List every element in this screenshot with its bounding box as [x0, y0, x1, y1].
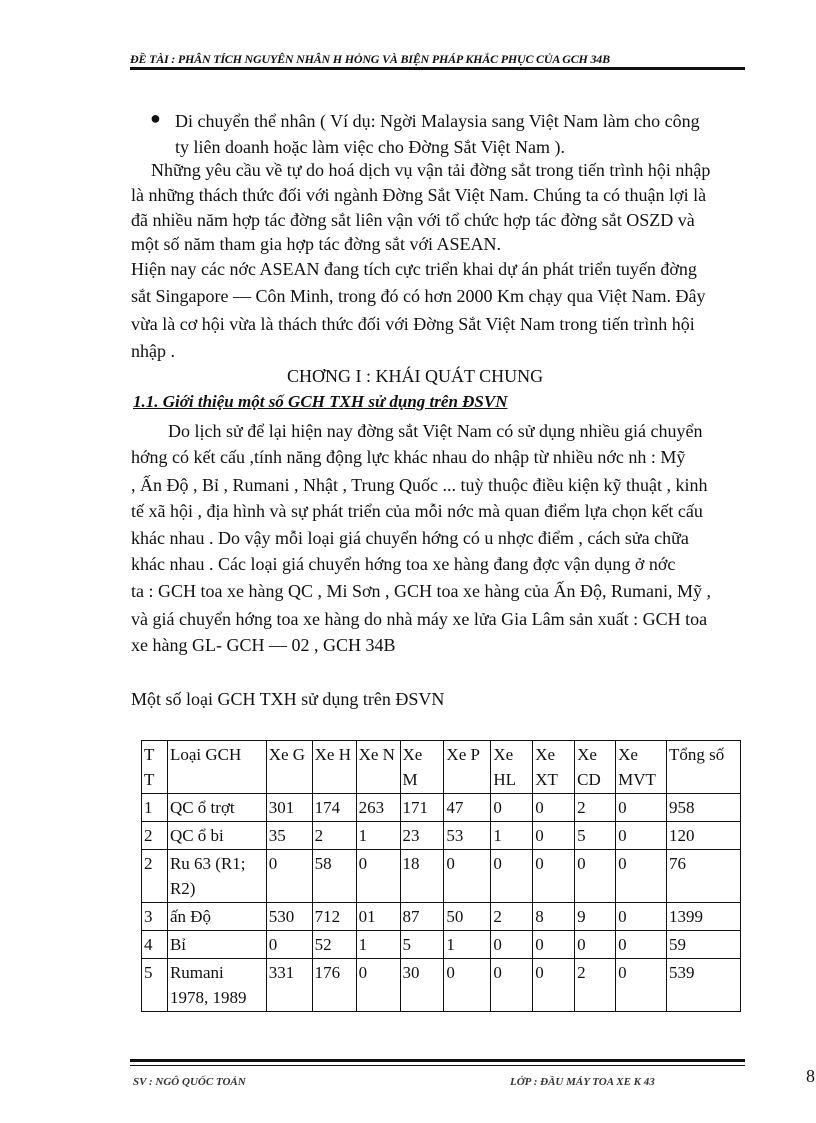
table-cell: 120 — [667, 822, 741, 850]
table-cell: 331 — [266, 959, 312, 1012]
table-header-cell: Xe XT — [533, 741, 575, 794]
table-cell: 3 — [142, 903, 168, 931]
table-cell: 174 — [312, 794, 356, 822]
table-header-cell: Xe MVT — [616, 741, 667, 794]
table-cell: 30 — [400, 959, 444, 1012]
table-cell: 0 — [266, 931, 312, 959]
table-cell: 263 — [356, 794, 400, 822]
table-cell: 2 — [491, 903, 533, 931]
table-cell: 0 — [533, 822, 575, 850]
table-cell: 0 — [616, 931, 667, 959]
table-cell: 18 — [400, 850, 444, 903]
bullet-line-2: ty liên doanh hoặc làm việc cho Đờng Sắt Việt Nam ). — [175, 137, 566, 157]
table-cell: 0 — [444, 959, 491, 1012]
table-cell: 0 — [533, 931, 575, 959]
table-cell: 1399 — [667, 903, 741, 931]
table-cell: QC ổ bi — [167, 822, 266, 850]
paragraph-line: sắt Singapore — Côn Minh, trong đó có hơn 2000 Km chạy qua Việt Nam. Đây — [131, 286, 706, 306]
table-cell: 0 — [533, 794, 575, 822]
table-cell: 0 — [266, 850, 312, 903]
paragraph-line: Hiện nay các nớc ASEAN đang tích cực triển khai dự án phát triển tuyến đờng — [131, 259, 697, 279]
section-title: 1.1. Giới thiệu một số GCH TXH sử dụng trên ĐSVN — [133, 392, 508, 411]
paragraph-line: tế xã hội , địa hình và sự phát triển của mỗi nớc mà quan điểm lựa chọn kết cấu — [131, 501, 703, 521]
paragraph-line: là những thách thức đối với ngành Đờng Sắt Việt Nam. Chúng ta có thuận lợi là — [131, 185, 707, 205]
header-rule — [130, 67, 745, 70]
footer-student: SV : NGÔ QUỐC TOẢN — [133, 1076, 246, 1088]
paragraph-line: khác nhau . Do vậy mỗi loại giá chuyển hớng có u nhợc điểm , cách sửa chữa — [131, 528, 689, 548]
table-cell: 35 — [266, 822, 312, 850]
table-caption: Một số loại GCH TXH sử dụng trên ĐSVN — [131, 689, 445, 709]
paragraph-line: , Ấn Độ , Bỉ , Rumani , Nhật , Trung Quốc ... tuỳ thuộc điều kiện kỹ thuật , kinh — [131, 475, 708, 495]
table-cell: QC ổ trợt — [167, 794, 266, 822]
table-cell: Bỉ — [167, 931, 266, 959]
table-cell: 530 — [266, 903, 312, 931]
table-header-cell: Tổng số — [667, 741, 741, 794]
paragraph-line: hớng có kết cấu ,tính năng động lực khác nhau do nhập từ nhiều nớc nh : Mỹ — [131, 447, 686, 467]
paragraph-line: Những yêu cầu về tự do hoá dịch vụ vận tải đờng sắt trong tiến trình hội nhập — [151, 160, 711, 180]
table-cell: 5 — [575, 822, 616, 850]
table-cell: 2 — [312, 822, 356, 850]
table-cell: 50 — [444, 903, 491, 931]
paragraph-line: nhập . — [131, 341, 175, 361]
table-row — [142, 822, 741, 850]
table-cell: 58 — [312, 850, 356, 903]
table-cell: 0 — [616, 822, 667, 850]
table-cell: 2 — [575, 959, 616, 1012]
table-cell: Rumani 1978, 1989 — [167, 959, 266, 1012]
table-cell: 2 — [142, 822, 168, 850]
table-cell: 0 — [616, 850, 667, 903]
table-cell: 0 — [533, 959, 575, 1012]
footer-rule — [130, 1059, 745, 1062]
table-cell: Ru 63 (R1; R2) — [167, 850, 266, 903]
table-header-cell: Loại GCH — [167, 741, 266, 794]
table-cell: 0 — [356, 850, 400, 903]
vehicle-table — [141, 740, 741, 1012]
table-row — [142, 931, 741, 959]
table-cell: 0 — [356, 959, 400, 1012]
paragraph-line: ta : GCH toa xe hàng QC , Mi Sơn , GCH toa xe hàng của Ấn Độ, Rumani, Mỹ , — [131, 581, 711, 601]
table-header-cell: Xe G — [266, 741, 312, 794]
table-row — [142, 959, 741, 1012]
chapter-title: CHƠNG I : KHÁI QUÁT CHUNG — [287, 366, 544, 386]
paragraph-line: đã nhiều năm hợp tác đờng sắt liên vận với tổ chức hợp tác đờng sắt OSZD và — [131, 210, 695, 230]
table-row — [142, 850, 741, 903]
paragraph-line: và giá chuyển hớng toa xe hàng do nhà máy xe lửa Gia Lâm sản xuất : GCH toa — [131, 609, 708, 629]
table-header-cell: Xe HL — [491, 741, 533, 794]
table-cell: 1 — [491, 822, 533, 850]
table-cell: 23 — [400, 822, 444, 850]
footer-rule-thin — [130, 1065, 745, 1066]
table-cell: 1 — [356, 931, 400, 959]
table-cell: 01 — [356, 903, 400, 931]
table-cell: 0 — [616, 903, 667, 931]
table-cell: 2 — [575, 794, 616, 822]
table-row — [142, 903, 741, 931]
table-cell: 176 — [312, 959, 356, 1012]
table-cell: 0 — [616, 959, 667, 1012]
page-number: 8 — [806, 1066, 815, 1086]
table-cell: 8 — [533, 903, 575, 931]
footer-class: LỚP : ĐẦU MÁY TOA XE K 43 — [510, 1076, 655, 1088]
table-cell: 0 — [444, 850, 491, 903]
paragraph-line: Do lịch sử để lại hiện nay đờng sắt Việt Nam có sử dụng nhiều giá chuyển — [168, 421, 703, 441]
document-header: ĐỀ TÀI : PHÂN TÍCH NGUYÊN NHÂN H HỎNG VÀ BIỆN PHÁP KHẮC PHỤC CỦA GCH 34B — [130, 52, 610, 66]
table-header-cell: T T — [142, 741, 168, 794]
table-cell: 0 — [533, 850, 575, 903]
table-cell: 5 — [142, 959, 168, 1012]
table-cell: 0 — [491, 794, 533, 822]
paragraph-line: một số năm tham gia hợp tác đờng sắt với ASEAN. — [131, 234, 502, 254]
paragraph-line: vừa là cơ hội vừa là thách thức đối với Đờng Sắt Việt Nam trong tiến trình hội — [131, 314, 695, 334]
table-row — [142, 794, 741, 822]
table-cell: 52 — [312, 931, 356, 959]
table-cell: 958 — [667, 794, 741, 822]
bullet-icon: ● — [150, 108, 161, 128]
table-cell: 0 — [575, 931, 616, 959]
table-cell: 87 — [400, 903, 444, 931]
table-cell: 4 — [142, 931, 168, 959]
table-cell: 0 — [491, 850, 533, 903]
table-cell: 1 — [356, 822, 400, 850]
table-cell: 76 — [667, 850, 741, 903]
paragraph-line: xe hàng GL- GCH — 02 , GCH 34B — [131, 635, 396, 655]
paragraph-line: khác nhau . Các loại giá chuyển hớng toa xe hàng đang đợc vận dụng ở nớc — [131, 554, 676, 574]
table-cell: 0 — [575, 850, 616, 903]
table-header-cell: Xe P — [444, 741, 491, 794]
table-header-cell: Xe M — [400, 741, 444, 794]
table-cell: 53 — [444, 822, 491, 850]
table-cell: 5 — [400, 931, 444, 959]
table-cell: 539 — [667, 959, 741, 1012]
table-cell: 2 — [142, 850, 168, 903]
table-cell: 1 — [142, 794, 168, 822]
table-cell: 712 — [312, 903, 356, 931]
table-header-cell: Xe CD — [575, 741, 616, 794]
table-cell: 47 — [444, 794, 491, 822]
table-cell: 1 — [444, 931, 491, 959]
bullet-line-1: Di chuyển thể nhân ( Ví dụ: Ngời Malaysia sang Việt Nam làm cho công — [175, 111, 700, 131]
table-cell: 9 — [575, 903, 616, 931]
table-cell: 59 — [667, 931, 741, 959]
table-cell: 171 — [400, 794, 444, 822]
table-cell: ấn Độ — [167, 903, 266, 931]
table-header-cell: Xe N — [356, 741, 400, 794]
table-cell: 0 — [616, 794, 667, 822]
table-cell: 0 — [491, 931, 533, 959]
table-cell: 301 — [266, 794, 312, 822]
table-header-cell: Xe H — [312, 741, 356, 794]
table-header-row — [142, 741, 741, 794]
table-cell: 0 — [491, 959, 533, 1012]
